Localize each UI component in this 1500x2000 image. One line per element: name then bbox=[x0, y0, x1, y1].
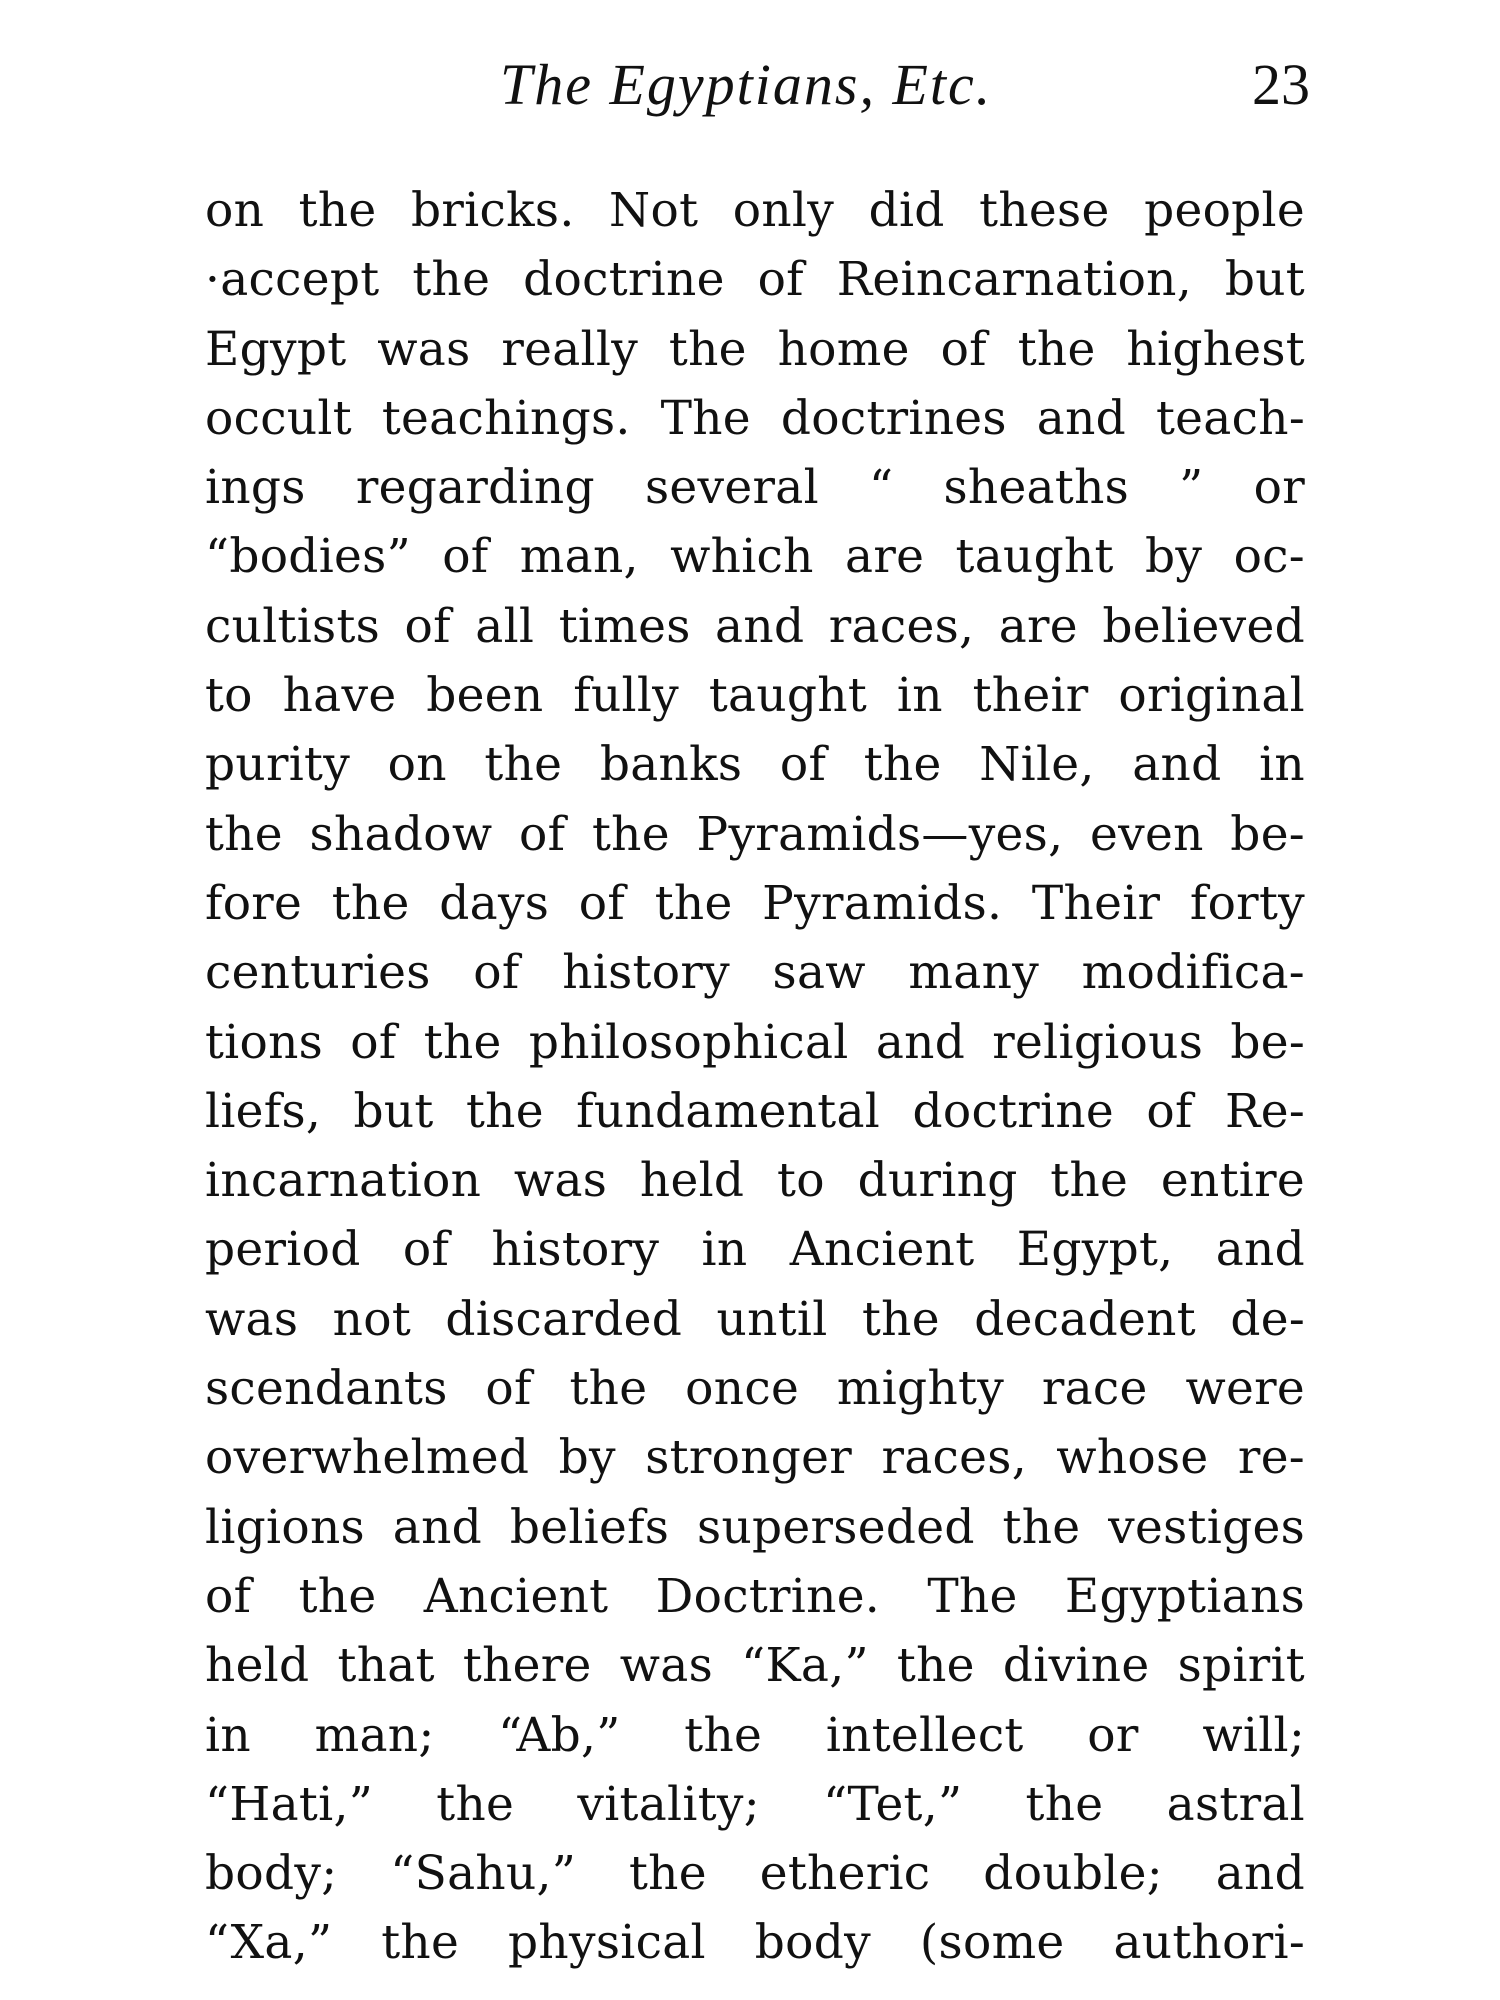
running-title: The Egyptians, Etc. bbox=[500, 52, 993, 117]
text-line: occult teachings. The doctrines and teach- bbox=[205, 390, 1305, 446]
text-line: Egypt was really the home of the highest bbox=[205, 321, 1305, 377]
text-line: liefs, but the fundamental doctrine of Re- bbox=[205, 1083, 1305, 1139]
text-line: held that there was “Ka,” the divine spirit bbox=[205, 1638, 1305, 1694]
text-line: to have been fully taught in their original bbox=[205, 668, 1305, 724]
text-line: “bodies” of man, which are taught by oc- bbox=[205, 529, 1305, 585]
text-line: in man; “Ab,” the intellect or will; bbox=[205, 1707, 1305, 1763]
page-number: 23 bbox=[1252, 52, 1310, 117]
text-line: on the bricks. Not only did these people bbox=[205, 183, 1305, 238]
text-line: incarnation was held to during the entire bbox=[205, 1153, 1305, 1209]
text-line: overwhelmed by stronger races, whose re- bbox=[205, 1430, 1305, 1486]
text-line: ligions and beliefs superseded the vestiges bbox=[205, 1499, 1305, 1555]
text-line: the shadow of the Pyramids—yes, even be- bbox=[205, 806, 1305, 862]
text-line: ·accept the doctrine of Reincarnation, but bbox=[205, 252, 1305, 308]
text-line: of the Ancient Doctrine. The Egyptians bbox=[205, 1568, 1305, 1624]
text-line: “Hati,” the vitality; “Tet,” the astral bbox=[205, 1776, 1305, 1832]
text-line: period of history in Ancient Egypt, and bbox=[205, 1222, 1305, 1278]
text-line: was not discarded until the decadent de- bbox=[205, 1291, 1305, 1347]
text-line: centuries of history saw many modifica- bbox=[205, 945, 1305, 1001]
text-line: scendants of the once mighty race were bbox=[205, 1361, 1305, 1417]
text-line: “Xa,” the physical body (some authori- bbox=[205, 1915, 1305, 1971]
text-line: purity on the banks of the Nile, and in bbox=[205, 737, 1305, 793]
text-line: cultists of all times and races, are believed bbox=[205, 598, 1305, 654]
body-text bbox=[205, 176, 1305, 1978]
running-head bbox=[210, 40, 1310, 120]
text-line: body; “Sahu,” the etheric double; and bbox=[205, 1846, 1305, 1902]
text-line: ings regarding several “ sheaths ” or bbox=[205, 460, 1305, 516]
text-line: fore the days of the Pyramids. Their forty bbox=[205, 875, 1305, 931]
text-line: tions of the philosophical and religious be- bbox=[205, 1014, 1305, 1070]
